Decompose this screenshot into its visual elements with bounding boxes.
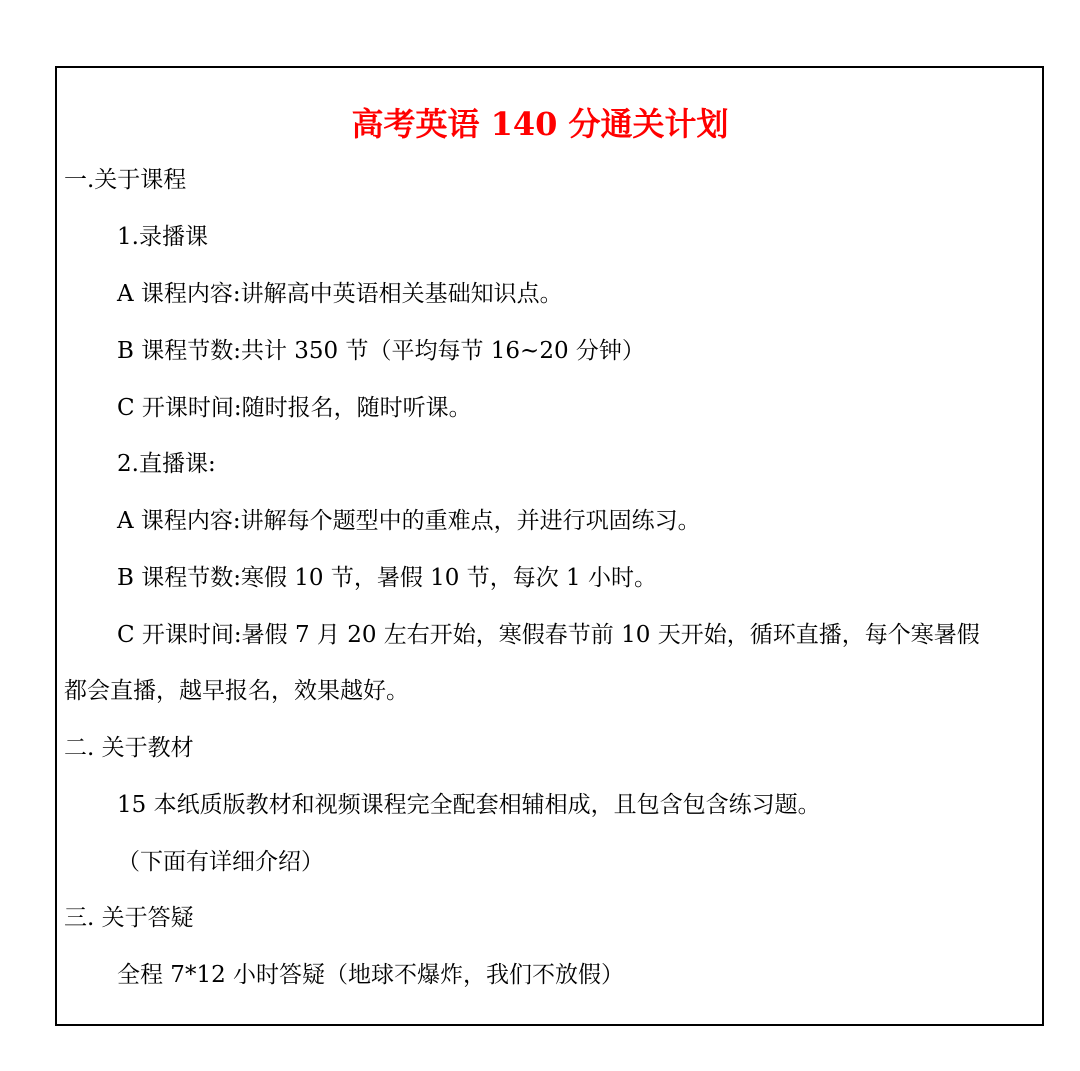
section-heading-textbooks: 二. 关于教材: [64, 735, 194, 761]
section-heading-qa: 三. 关于答疑: [64, 905, 194, 931]
live-course-time-continued: 都会直播，越早报名，效果越好。: [64, 678, 409, 704]
document-border: [55, 66, 1044, 1026]
document-title: 高考英语 140 分通关计划: [351, 105, 729, 143]
live-course-content: A 课程内容:讲解每个题型中的重难点，并进行巩固练习。: [117, 508, 701, 534]
qa-description: 全程 7*12 小时答疑（地球不爆炸，我们不放假）: [117, 962, 625, 988]
textbooks-description: 15 本纸质版教材和视频课程完全配套相辅相成，且包含包含练习题。: [117, 792, 821, 818]
live-course-count: B 课程节数:寒假 10 节，暑假 10 节，每次 1 小时。: [117, 565, 657, 591]
recorded-course-content: A 课程内容:讲解高中英语相关基础知识点。: [117, 281, 563, 307]
subheading-recorded-course: 1.录播课: [117, 224, 208, 250]
recorded-course-time: C 开课时间:随时报名，随时听课。: [117, 395, 472, 421]
textbooks-note: （下面有详细介绍）: [117, 849, 324, 875]
recorded-course-count: B 课程节数:共计 350 节（平均每节 16~20 分钟）: [117, 338, 645, 364]
live-course-time: C 开课时间:暑假 7 月 20 左右开始，寒假春节前 10 天开始，循环直播，每个寒暑假: [117, 622, 980, 648]
subheading-live-course: 2.直播课:: [117, 451, 216, 477]
section-heading-courses: 一.关于课程: [64, 167, 187, 193]
